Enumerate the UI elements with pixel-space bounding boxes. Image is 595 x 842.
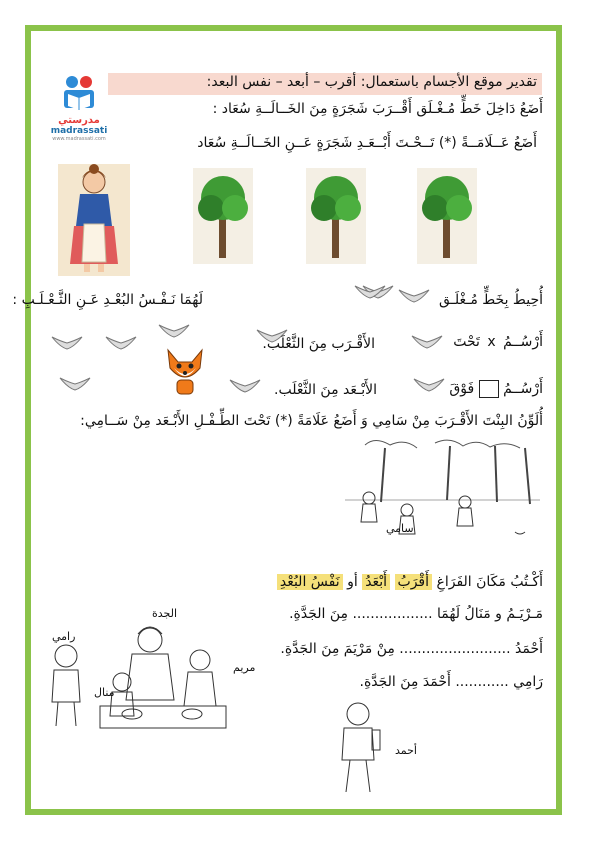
ahmed-image <box>330 700 386 804</box>
bird-icon <box>58 374 92 398</box>
bird-icon <box>397 286 431 310</box>
park-scene-image <box>345 440 540 556</box>
label-sami: سامي <box>386 522 414 535</box>
option-farther: أَبْعَدُ <box>362 574 390 590</box>
label-manal: منال <box>94 686 115 699</box>
x-mark: x <box>487 334 496 350</box>
logo-text <box>50 115 108 142</box>
bird-icon <box>50 333 84 357</box>
option-closer: أَقْرَبُ <box>395 574 433 590</box>
ex2-instruction-b: لَهُمَا نَـفْـسُ البُعْـدِ عَـنِ الثَّـعْـلَـبِ : <box>12 292 203 308</box>
ex4-sentence-2: أَحْمَدُ ......................... مِنْ مَرْيَمَ مِنَ الجَدَّةِ. <box>280 641 543 657</box>
ex3-instruction: أُلَوِّنُ البِنْتَ الأَقْـرَبَ مِنْ سَامِي وَ أَضَعُ عَلَامَةً (*) تَحْتَ الطِّـفْـلِ الأَبْـعَد مِنْ سَــامِي: <box>80 413 543 429</box>
label-rami: رامي <box>52 630 76 643</box>
ex2-farthest: الأَبْـعَد مِنَ الثَّعْلَب. <box>274 382 377 398</box>
grandma-kids-image <box>92 620 232 742</box>
logo-site: www.madrassati.com <box>52 136 106 142</box>
bird-icon <box>104 333 138 357</box>
above-label: فَوْقَ <box>449 381 475 397</box>
bird-icon <box>157 321 191 345</box>
under-label: تَحْتَ <box>453 334 480 350</box>
aunt-souad-image <box>58 164 130 280</box>
page-title: تقدير موقع الأجسام باستعمال: أقرب – أبعد – نفس البعد: <box>206 74 537 90</box>
ex1-instruction-2: أَضَعُ عَــلَامَــةً (*) تَــحْـتَ أَبْــعَـدِ شَجَرَةٍ عَــنِ الخَــالَــةِ سُعَاد <box>197 135 537 151</box>
bird-icon <box>353 282 387 306</box>
ex4-sentence-3: رَامِي ............ أَحْمَدَ مِنَ الجَدَّةِ. <box>359 674 543 690</box>
ex2-draw-under <box>453 334 543 350</box>
option-same-distance: نَفْسُ البُعْدِ <box>277 574 343 590</box>
ex2-draw-above <box>449 380 543 398</box>
ex2-instruction-a: أُحِيطُ بِخَطٍّ مُـغْلَـق <box>439 292 543 308</box>
ex4-instruction <box>277 574 543 590</box>
bird-icon <box>410 332 444 356</box>
rami-image <box>46 640 86 736</box>
bird-icon <box>412 375 446 399</box>
ex4-sentence-1: مَـرْيَـمُ و مَنَالُ لَهُمَا .................. مِنَ الجَدَّةِ. <box>289 606 543 622</box>
draw-label: أَرْسُــمُ <box>503 334 543 350</box>
ex1-instruction-1: أَضَعُ دَاخِلَ خَطٍّ مُـغْـلَق أَقْــرَبَ شَجَرَةٍ مِنَ الخَــالَــةِ سُعَاد : <box>212 101 543 117</box>
logo-latin: madrassati <box>50 126 108 136</box>
label-maryam: مريم <box>233 661 256 674</box>
label-grandma: الجدة <box>152 607 178 620</box>
square-shape <box>479 380 499 398</box>
tree-3-image <box>417 168 477 268</box>
logo-name: مدرستي <box>58 115 100 126</box>
fox-image <box>160 346 210 400</box>
ex4-instruction-text: أَكْـتُبُ مَكَانَ الفَرَاغِ <box>436 574 543 590</box>
label-ahmed: أحمد <box>395 744 417 757</box>
draw-label: أَرْسُــمُ <box>503 381 543 397</box>
bird-icon <box>228 376 262 400</box>
ex2-closest: الأَقْـرَب مِنَ الثَّعْلَب. <box>262 336 375 352</box>
tree-2-image <box>306 168 366 268</box>
or-word: أو <box>347 574 358 590</box>
tree-1-image <box>193 168 253 268</box>
ex2-instruction <box>439 292 543 308</box>
